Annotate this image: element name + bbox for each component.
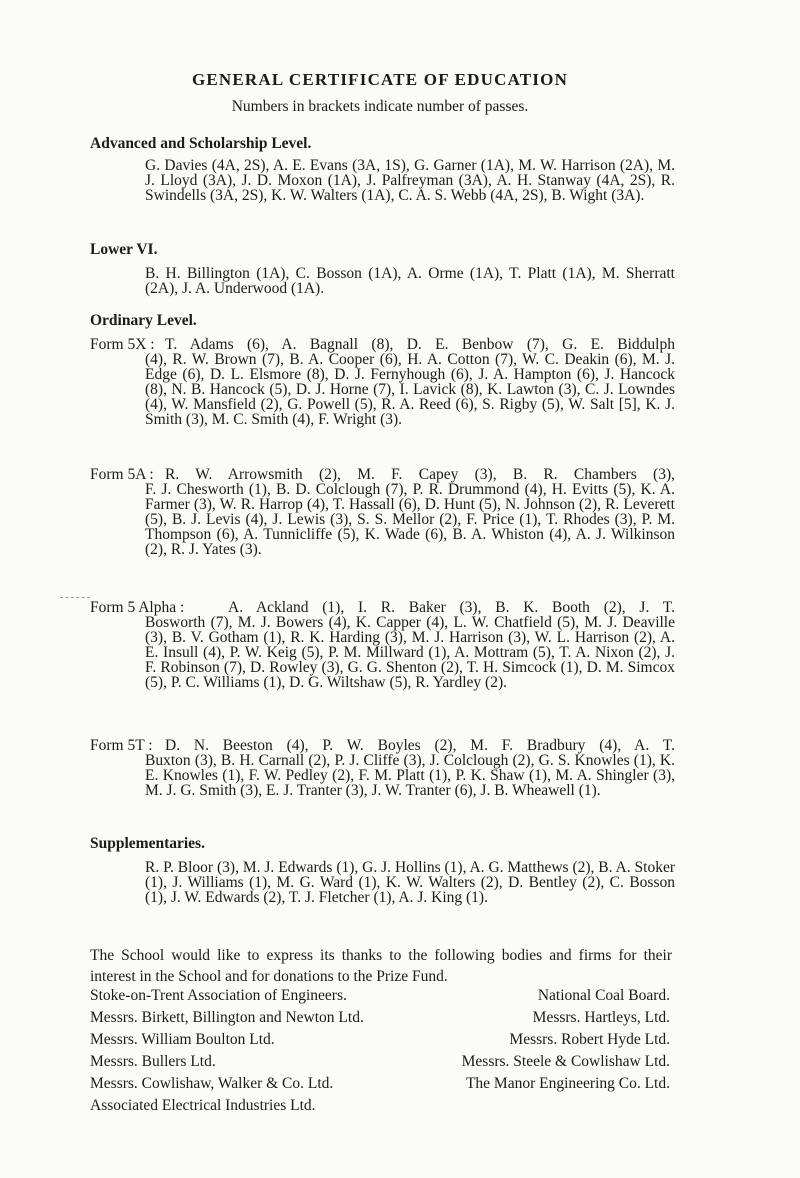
sponsor-row [90, 987, 670, 1009]
page-title: GENERAL CERTIFICATE OF EDUCATION [191, 70, 569, 89]
form-5-alpha-results: Bosworth (7), M. J. Bowers (4), K. Capper (4), L. W. Chatfield (5), M. J. Deaville (3), B. V. Gotham (1), R. K. Harding (3), M. J. Harrison (3), W. L. Harrison (2), A. E. Insull (4), P. W. Keig (5), P. M. Millward (1), A. Mottram (5), T. A. Nixon (2), J. F. Robinson (7), D. Rowley (3), G. G. Shenton (2), T. H. Simcock (1), D. M. Simcox (5), P. C. Williams (1), D. G. Wiltshaw (5), R. Yardley (2). [145, 614, 675, 691]
ordinary-heading: Ordinary Level. [90, 312, 197, 329]
form-5a-first-line: R. W. Arrowsmith (2), M. F. Capey (3), B. R. Chambers (3), [165, 466, 675, 483]
lower-vi-heading: Lower VI. [90, 241, 158, 258]
sponsor-right: The Manor Engineering Co. Ltd. [465, 1075, 670, 1092]
sponsor-right: Messrs. Steele & Cowlishaw Ltd. [461, 1053, 670, 1070]
sponsor-left: Associated Electrical Industries Ltd. [90, 1097, 316, 1114]
sponsor-right: Messrs. Hartleys, Ltd. [532, 1009, 670, 1026]
form-5a-label: Form 5A : [90, 466, 154, 483]
sponsor-right: Messrs. Robert Hyde Ltd. [509, 1031, 670, 1048]
form-5a-results: F. J. Chesworth (1), B. D. Colclough (7), P. R. Drummond (4), H. Evitts (5), K. A. Farmer (3), W. R. Harrop (4), T. Hassall (6), D. Hunt (5), N. Johnson (2), R. Leverett (5), B. J. Levis (4), J. Lewis (3), S. S. Mellor (2), F. Price (1), T. Rhodes (3), P. M. Thompson (6), A. Tunnicliffe (5), K. Wade (6), B. A. Whiston (4), A. J. Wilkinson (2), R. J. Yates (3). [145, 481, 675, 558]
sponsor-row [90, 1075, 670, 1097]
sponsor-left: Messrs. Cowlishaw, Walker & Co. Ltd. [90, 1075, 334, 1092]
sponsor-left: Stoke-on-Trent Association of Engineers. [90, 987, 347, 1004]
form-5-alpha-first-line: A. Ackland (1), I. R. Baker (3), B. K. Booth (2), J. T. [228, 599, 675, 616]
supplementaries-heading: Supplementaries. [90, 835, 205, 852]
form-5x-results: (4), R. W. Brown (7), B. A. Cooper (6), H. A. Cotton (7), W. C. Deakin (6), M. J. Edge (6), D. L. Elsmore (8), D. J. Fernyhough (6), J. A. Hampton (6), J. Hancock (8), N. B. Hancock (5), D. J. Horne (7), I. Lavick (8), K. Lawton (3), C. J. Lowndes (4), W. Mansfield (2), G. Powell (5), R. A. Reed (6), S. Rigby (5), W. Salt [5], K. J. Smith (3), M. C. Smith (4), F. Wright (3). [145, 351, 675, 428]
divider-mark [60, 597, 90, 598]
form-5x-label: Form 5X : [90, 336, 155, 353]
form-5t-results: Buxton (3), B. H. Carnall (2), P. J. Cliffe (3), J. Colclough (2), G. S. Knowles (1), K. E. Knowles (1), F. W. Pedley (2), F. M. Platt (1), P. K. Shaw (1), M. A. Shingler (3), M. J. G. Smith (3), E. J. Tranter (3), J. W. Tranter (6), J. B. Wheawell (1). [145, 752, 675, 799]
sponsor-row [90, 1031, 670, 1053]
sponsor-right: National Coal Board. [537, 987, 670, 1004]
form-5t-label: Form 5T : [90, 737, 153, 754]
form-5t-first-line: D. N. Beeston (4), P. W. Boyles (2), M. F. Bradbury (4), A. T. [165, 737, 675, 754]
sponsor-left: Messrs. Bullers Ltd. [90, 1053, 216, 1070]
supplementaries-results: R. P. Bloor (3), M. J. Edwards (1), G. J. Hollins (1), A. G. Matthews (2), B. A. Stoker (1), J. Williams (1), M. G. Ward (1), K. W. Walters (2), D. Bentley (2), C. Bosson (1), J. W. Edwards (2), T. J. Fletcher (1), A. J. King (1). [145, 859, 675, 906]
advanced-heading: Advanced and Scholarship Level. [90, 135, 312, 152]
form-5x-first-line: T. Adams (6), A. Bagnall (8), D. E. Benbow (7), G. E. Biddulph [165, 336, 675, 353]
sponsor-row [90, 1097, 670, 1119]
sponsor-left: Messrs. Birkett, Billington and Newton Ltd. [90, 1009, 364, 1026]
sponsor-left: Messrs. William Boulton Ltd. [90, 1031, 275, 1048]
lower-vi-results: B. H. Billington (1A), C. Bosson (1A), A. Orme (1A), T. Platt (1A), M. Sherratt (2A), J. A. Underwood (1A). [145, 265, 675, 297]
page-subtitle: Numbers in brackets indicate number of passes. [231, 98, 529, 115]
form-5-alpha-label: Form 5 Alpha : [90, 599, 185, 616]
sponsor-row [90, 1053, 670, 1075]
thanks-intro: The School would like to express its thanks to the following bodies and firms for their interest in the School and for donations to the Prize Fund. [90, 947, 672, 985]
advanced-results: G. Davies (4A, 2S), A. E. Evans (3A, 1S), G. Garner (1A), M. W. Harrison (2A), M. J. Lloyd (3A), J. D. Moxon (1A), J. Palfreyman (3A), A. H. Stanway (4A, 2S), R. Swindells (3A, 2S), K. W. Walters (1A), C. A. S. Webb (4A, 2S), B. Wight (3A). [145, 157, 675, 204]
sponsor-row [90, 1009, 670, 1031]
